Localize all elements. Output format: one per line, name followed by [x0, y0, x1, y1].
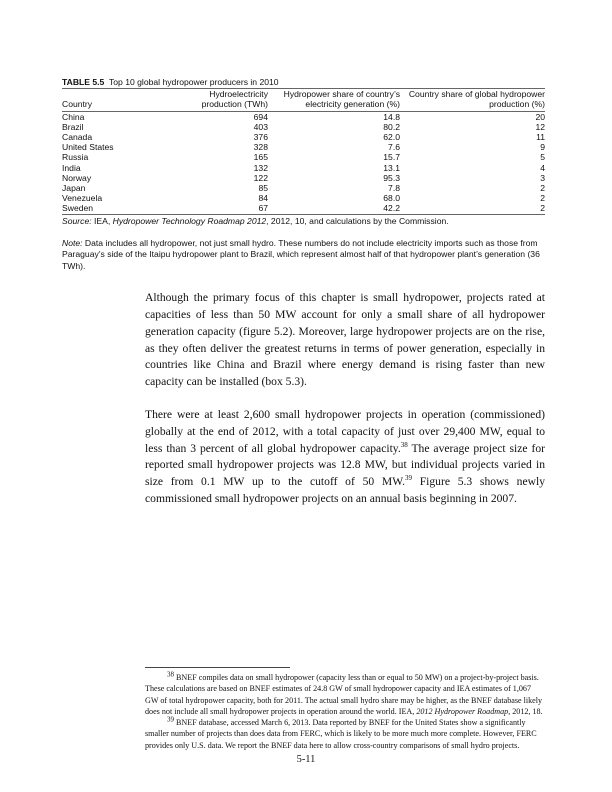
table-cell: 165 [253, 152, 268, 163]
table-cell: 122 [253, 172, 268, 183]
table-cell: 3 [540, 172, 545, 183]
table-cell: Brazil [62, 121, 84, 132]
table-cell: 67 [182, 203, 268, 214]
table-cell: 132 [253, 162, 268, 173]
table-cell: 15.7 [383, 152, 400, 163]
table-cell: 20 [535, 111, 545, 122]
table-cell: 2 [540, 183, 545, 194]
table-label: TABLE 5.5 [62, 77, 105, 87]
table-cell: 376 [253, 132, 268, 142]
table-cell: China [62, 111, 85, 122]
table-row [62, 152, 545, 162]
body-paragraph-2 [145, 407, 545, 508]
table-row [62, 173, 545, 183]
page-number: 5-11 [296, 754, 316, 765]
footnotes [145, 672, 545, 751]
header-country: Country [62, 89, 182, 111]
table-cell: Canada [62, 132, 93, 142]
source-text: IEA, [91, 215, 113, 226]
table-cell: 2 [400, 203, 545, 214]
table-cell: 7.6 [388, 142, 400, 153]
table-cell: Sweden [62, 203, 182, 214]
table-header-row [62, 89, 545, 111]
footnote-38 [145, 672, 545, 717]
source-title: Hydropower Technology Roadmap 2012 [112, 215, 267, 226]
table-cell: India [62, 162, 81, 173]
table-cell: Norway [62, 172, 92, 183]
page-bottom [0, 667, 612, 766]
table-cell: 4 [540, 162, 545, 173]
paragraph-text: There were at least 2,600 small hydropower projects in operation (commissioned) globally at the end of 2012, with a total capacity of just over 29,400 MW, equal to less than 3 percent of all global hydropower capacity. [145, 407, 545, 455]
paragraph-text: The average project size for reported small hydropower projects was 12.8 MW, but individual projects varied in size from 0.1 MW up to the cutoff of 50 MW. [145, 441, 546, 489]
source-text-end: , 2012, 10, and calculations by the Commission. [266, 215, 449, 226]
footnote-number: 38 [167, 670, 174, 679]
table-cell: 42.2 [268, 203, 400, 214]
table-cell: 9 [540, 142, 545, 153]
table-cell: 2 [540, 193, 545, 204]
table-note [62, 238, 545, 273]
source-label: Source: [62, 215, 92, 226]
footnote-title: 2012 Hydropower Roadmap [416, 706, 509, 716]
table-cell: Japan [62, 183, 86, 194]
note-label: Note: [62, 237, 83, 248]
footnote-number: 39 [167, 715, 174, 724]
footnote-text-end: , 2012, 18. [508, 706, 543, 716]
header-share-country: Hydropower share of country’s electricity generation (%) [268, 89, 400, 111]
note-text: Data includes all hydropower, not just small hydro. These numbers do not include electricity imports such as those from Paraguay’s side of the Itaipu hydropower plant to Brazil, which represent almost half of that hydropower plant’s generation (36 TWh). [62, 237, 540, 271]
table-cell: 85 [258, 183, 268, 194]
table-cell: 11 [536, 132, 545, 142]
table-cell: 68.0 [383, 193, 400, 204]
table-row [62, 132, 545, 142]
table-cell: 80.2 [383, 121, 400, 132]
table-caption [62, 77, 545, 89]
table-cell: United States [62, 142, 114, 153]
table-cell: 84 [258, 193, 268, 204]
footnote-text: BNEF database, accessed March 6, 2013. Data reported by BNEF for the United States show a significantly smaller number of projects than does data from FERC, which is likely to be more much more complete. However, FERC provides only U.S. data. We report the BNEF data here to allow cross-country comparisons of small hydro projects. [145, 718, 537, 750]
footnote-text: BNEF compiles data on small hydropower (capacity less than or equal to 50 MW) on a project-by-project basis. These calculations are based on BNEF estimates of 24.8 GW of small hydropower capacity and IEA estimates of 1,067 GW of total hydropower capacity, both for 2011. The actual small hydro share may be higher, as the BNEF database likely does not include all small hydropower projects in operation around the world. IEA, [145, 672, 543, 716]
table-row [62, 193, 545, 203]
table-cell: 14.8 [383, 111, 400, 122]
table-cell: 95.3 [383, 172, 400, 183]
table-cell: Venezuela [62, 193, 103, 204]
table-row [62, 183, 545, 193]
paragraph-text: Figure 5.3 shows newly commissioned small hydropower projects on an annual basis beginning in 2007. [145, 475, 545, 505]
header-production: Hydroelectricity production (TWh) [182, 89, 268, 111]
footnote-divider [145, 667, 290, 668]
table-row [62, 203, 545, 214]
table-cell: 13.1 [383, 162, 400, 173]
table-row [62, 122, 545, 132]
table-row [62, 111, 545, 122]
table-title: Top 10 global hydropower producers in 2010 [108, 77, 279, 87]
table-cell: 12 [535, 121, 545, 132]
footnote-39 [145, 717, 545, 751]
table-source [62, 216, 545, 226]
header-share-global: Country share of global hydropower production (%) [400, 89, 545, 111]
table-cell: 7.8 [388, 183, 400, 194]
body-paragraph-1: Although the primary focus of this chapter is small hydropower, projects rated at capacities of less than 50 MW account for only a small share of all hydropower generation capacity (figure 5.2). Moreover, large hydropower projects are on the rise, as they often deliver the greatest returns in terms of power generation, especially in countries like China and Brazil where energy demand is rising faster than new capacity can be installed (box 5.3). [145, 291, 545, 389]
table-cell: 694 [253, 111, 268, 122]
table-cell: 5 [540, 152, 545, 163]
table-cell: 62.0 [383, 132, 400, 142]
table-row [62, 142, 545, 152]
table-row [62, 163, 545, 173]
table-cell: 328 [253, 142, 268, 153]
main-content [0, 77, 612, 508]
table-cell: 403 [253, 121, 268, 132]
hydropower-table [62, 77, 545, 272]
footnote-ref-38[interactable]: 38 [400, 440, 408, 449]
footnote-ref-39[interactable]: 39 [404, 474, 412, 483]
table-cell: Russia [62, 152, 89, 163]
